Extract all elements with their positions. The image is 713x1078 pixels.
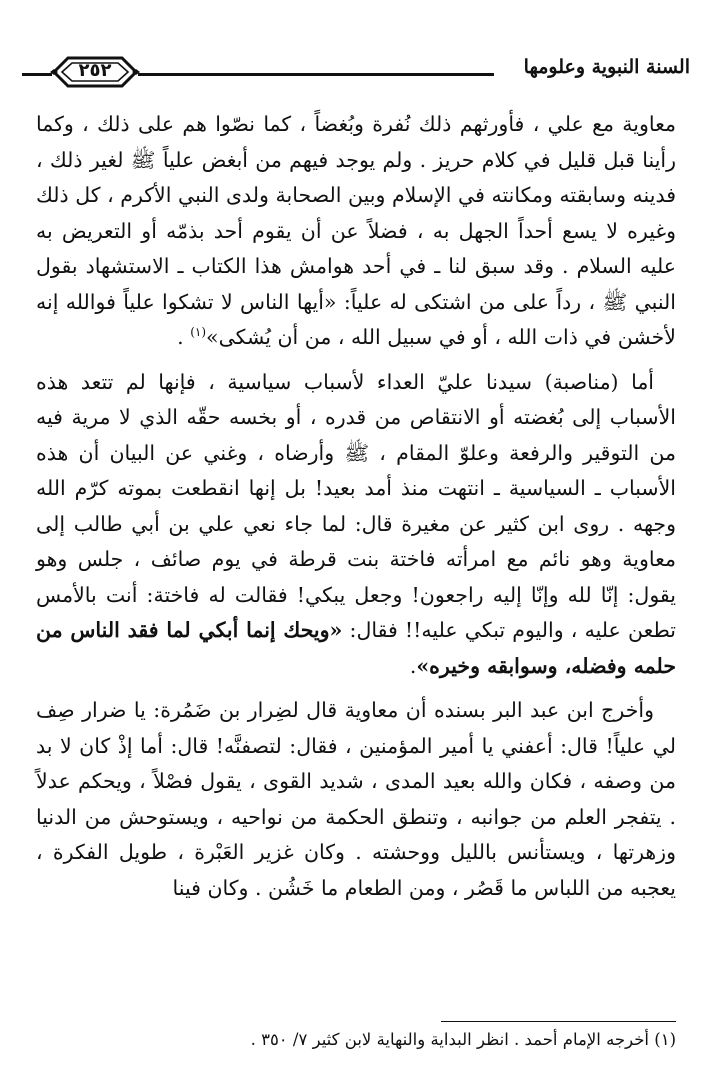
paragraph-2-text: أما (مناصبة) سيدنا عليّ العداء لأسباب سياسية ، فإنها لم تتعد هذه الأسباب إلى بُغضته أو الانتقاص من قدره ، أو بخسه حقّه الذي لا مرية فيه من التوقير والرفعة وعلوّ المقام ، ﷺ وأرضاه ، وغني عن البيان أن هذه الأسباب ـ السياسية ـ انتهت منذ أمد بعيد! بل إنها انقطعت بموته كرّم الله وجهه . روى ابن كثير عن مغيرة قال: لما جاء نعي علي بن أبي طالب إلى معاوية وهو نائم مع امرأته فاختة بنت قرطة في يوم صائف ، جلس وهو يقول: إنّا لله وإنّا إليه راجعون! وجعل يبكي! فقالت له فاختة: أنت بالأمس تطعن عليه ، واليوم تبكي عليه!! فقال: — [36, 369, 676, 642]
paragraph-2-end: . — [409, 653, 417, 678]
paragraph-3-text: وأخرج ابن عبد البر بسنده أن معاوية قال لضِرار بن ضَمُرة: يا ضرار صِف لي علياً! قال: أعفني يا أمير المؤمنين ، فقال: لتصفنَّه! قال: أما إذْ كان لا بد من وصفه ، فكان والله بعيد المدى ، شديد القوى ، يقول فصْلاً ، ويحكم عدلاً . يتفجر العلم من جوانبه ، وتنطق الحكمة من نواحيه ، ويستوحش من الدنيا وزهرتها ، ويستأنس بالليل ووحشته . وكان غزير العَبْرة ، طويل الفكرة ، يعجبه من اللباس ما قَصُر ، ومن الطعام ما خَشُن . وكان فينا — [36, 698, 676, 900]
header-rule-left — [22, 73, 52, 76]
paragraph-2 — [36, 365, 676, 685]
paragraph-1-text: معاوية مع علي ، فأورثهم ذلك نُفرة وبُغضاً ، كما نصّوا هم على ذلك ، وكما رأينا قبل قليل في كلام حريز . ولم يوجد فيهم من أبغض علياً ﷺ لغير ذلك ، فدينه وسابقته ومكانته في الإسلام وبين الصحابة ولدى النبي الأكرم ، كل ذلك وغيره لا يسع أحداً الجهل به ، فضلاً عن أن يقوم أحد بذمّه أو التعريض به عليه السلام . وقد سبق لنا ـ في أحد هوامش هذا الكتاب ـ الاستشهاد بقول النبي ﷺ ، رداً على من اشتكى له علياً: «أيها الناس لا تشكوا علياً فوالله إنه لأخشن في ذات الله ، أو في سبيل الله ، من أن يُشكى» — [36, 112, 676, 349]
running-title: السنة النبوية وعلومها — [523, 56, 690, 78]
page-number-frame — [50, 52, 140, 92]
page-number: ٢٥٢ — [78, 60, 112, 81]
header-rule-right — [138, 73, 494, 76]
page-header — [22, 52, 690, 96]
paragraph-1 — [36, 107, 676, 356]
footnote: (١) أخرجه الإمام أحمد . انظر البداية والنهاية لابن كثير ٧/ ٣٥٠ . — [250, 1030, 676, 1049]
paragraph-3 — [36, 693, 676, 906]
footnote-divider — [441, 1021, 676, 1022]
bold-quotation: «ويحك إنما أبكي لما فقد الناس من حلمه وفضله، وسوابقه وخيره» — [36, 618, 676, 678]
footnote-ref: (١) — [190, 325, 207, 340]
paragraph-1-end: . — [177, 325, 191, 349]
main-text — [36, 107, 676, 906]
